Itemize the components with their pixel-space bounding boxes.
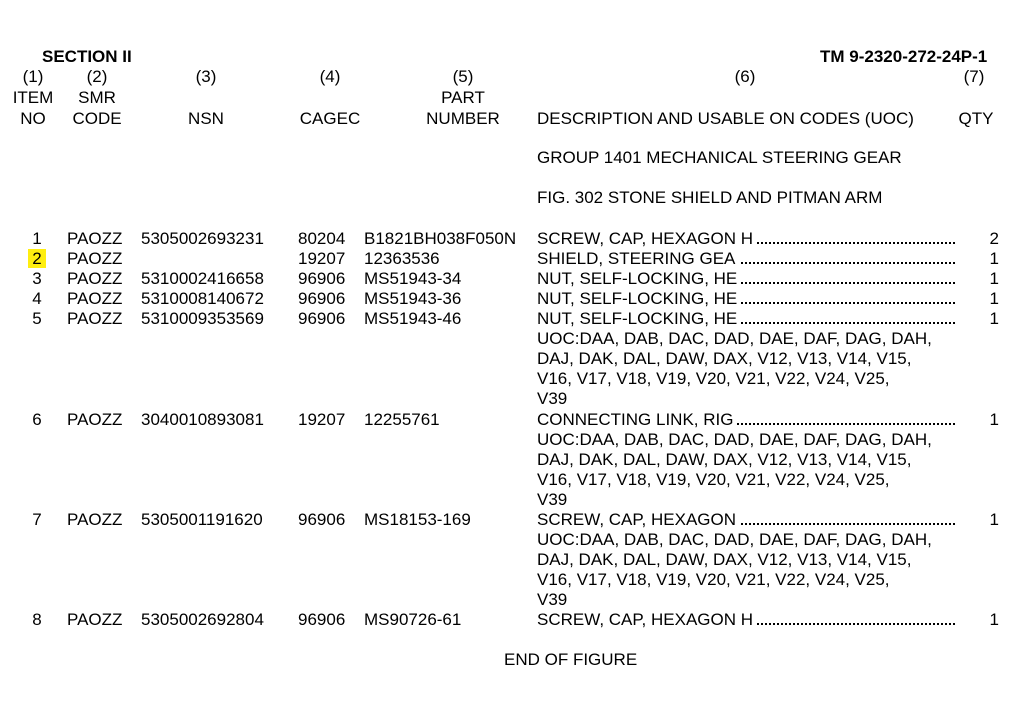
- nsn: 5305002693231: [141, 229, 264, 248]
- col7-number: (7): [963, 67, 985, 86]
- item-number: [14, 289, 60, 309]
- description: [537, 289, 955, 309]
- description-text: CONNECTING LINK, RIG: [537, 410, 737, 429]
- group-title: GROUP 1401 MECHANICAL STEERING GEAR: [537, 148, 902, 167]
- description-text: SCREW, CAP, HEXAGON H: [537, 610, 757, 629]
- description-text: SCREW, CAP, HEXAGON: [537, 510, 740, 529]
- uoc-codes: UOC:DAA, DAB, DAC, DAD, DAE, DAF, DAG, DAH, DAJ, DAK, DAL, DAW, DAX, V12, V13, V14, V15, V16, V17, V18, V19, V20, V21, V22, V24, V25, V39: [537, 329, 932, 408]
- figure-title: FIG. 302 STONE SHIELD AND PITMAN ARM: [537, 188, 883, 207]
- smr-code: PAOZZ: [67, 410, 123, 429]
- description: [537, 229, 955, 249]
- part-number: MS51943-34: [364, 269, 462, 288]
- description: [537, 610, 955, 630]
- end-of-figure: END OF FIGURE: [504, 650, 638, 669]
- smr-code: PAOZZ: [67, 510, 123, 529]
- description: [537, 269, 955, 289]
- part-number: B1821BH038F050N: [364, 229, 517, 248]
- item-number: [14, 249, 60, 269]
- description: [537, 249, 955, 269]
- col4-line2: CAGEC: [299, 109, 361, 128]
- part-number: MS51943-36: [364, 289, 462, 308]
- part-number: MS18153-169: [364, 510, 471, 529]
- quantity: 2: [989, 229, 999, 248]
- item-number-text: 3: [32, 269, 42, 288]
- col4-number: (4): [319, 67, 341, 86]
- nsn: 5305002692804: [141, 610, 264, 629]
- uoc-codes: UOC:DAA, DAB, DAC, DAD, DAE, DAF, DAG, DAH, DAJ, DAK, DAL, DAW, DAX, V12, V13, V14, V15, V16, V17, V18, V19, V20, V21, V22, V24, V25, V39: [537, 430, 932, 509]
- cagec: 96906: [298, 610, 346, 629]
- quantity: 1: [989, 610, 999, 629]
- col5-line2: NUMBER: [426, 109, 500, 128]
- col6-line2: DESCRIPTION AND USABLE ON CODES (UOC): [537, 109, 914, 128]
- tm-number: TM 9-2320-272-24P-1: [820, 47, 988, 66]
- item-number-text: 1: [32, 229, 42, 248]
- col1-line2: NO: [20, 109, 46, 128]
- cagec: 96906: [298, 510, 346, 529]
- smr-code: PAOZZ: [67, 610, 123, 629]
- item-number: [14, 309, 60, 329]
- cagec: 80204: [298, 229, 346, 248]
- col6-number: (6): [734, 67, 756, 86]
- item-number-text: 2: [28, 249, 45, 268]
- description: [537, 410, 955, 430]
- smr-code: PAOZZ: [67, 229, 123, 248]
- part-number: MS51943-46: [364, 309, 462, 328]
- quantity: 1: [989, 269, 999, 288]
- nsn: 5310009353569: [141, 309, 264, 328]
- item-number: [14, 610, 60, 630]
- item-number-text: 4: [32, 289, 42, 308]
- item-number: [14, 510, 60, 530]
- smr-code: PAOZZ: [67, 249, 123, 268]
- description-text: SHIELD, STEERING GEA: [537, 249, 739, 268]
- col2-number: (2): [86, 67, 108, 86]
- quantity: 1: [989, 510, 999, 529]
- item-number-text: 6: [32, 410, 42, 429]
- quantity: 1: [989, 410, 999, 429]
- description-text: NUT, SELF-LOCKING, HE: [537, 269, 741, 288]
- quantity: 1: [989, 309, 999, 328]
- quantity: 1: [989, 289, 999, 308]
- nsn: 5310008140672: [141, 289, 264, 308]
- item-number-text: 7: [32, 510, 42, 529]
- smr-code: PAOZZ: [67, 269, 123, 288]
- quantity: 1: [989, 249, 999, 268]
- part-number: 12363536: [364, 249, 440, 268]
- cagec: 19207: [298, 249, 346, 268]
- item-number-text: 5: [32, 309, 42, 328]
- cagec: 19207: [298, 410, 346, 429]
- col2-line2: CODE: [72, 109, 122, 128]
- col5-number: (5): [452, 67, 474, 86]
- item-number-text: 8: [32, 610, 42, 629]
- description-text: NUT, SELF-LOCKING, HE: [537, 289, 741, 308]
- cagec: 96906: [298, 289, 346, 308]
- nsn: 3040010893081: [141, 410, 264, 429]
- uoc-codes: UOC:DAA, DAB, DAC, DAD, DAE, DAF, DAG, DAH, DAJ, DAK, DAL, DAW, DAX, V12, V13, V14, V15, V16, V17, V18, V19, V20, V21, V22, V24, V25, V39: [537, 530, 932, 609]
- description: [537, 309, 955, 329]
- part-number: 12255761: [364, 410, 440, 429]
- item-number: [14, 269, 60, 289]
- col7-line2: QTY: [958, 109, 994, 128]
- col3-line2: NSN: [188, 109, 224, 128]
- description-text: SCREW, CAP, HEXAGON H: [537, 229, 757, 248]
- col3-number: (3): [195, 67, 217, 86]
- smr-code: PAOZZ: [67, 289, 123, 308]
- cagec: 96906: [298, 309, 346, 328]
- description-text: NUT, SELF-LOCKING, HE: [537, 309, 741, 328]
- col1-number: (1): [22, 67, 44, 86]
- smr-code: PAOZZ: [67, 309, 123, 328]
- cagec: 96906: [298, 269, 346, 288]
- item-number: [14, 229, 60, 249]
- col5-line1: PART: [441, 88, 485, 107]
- item-number: [14, 410, 60, 430]
- col1-line1: ITEM: [12, 88, 54, 107]
- nsn: 5310002416658: [141, 269, 264, 288]
- part-number: MS90726-61: [364, 610, 462, 629]
- col2-line1: SMR: [78, 88, 116, 107]
- nsn: 5305001191620: [141, 510, 263, 529]
- description: [537, 510, 955, 530]
- section-label: SECTION II: [42, 47, 132, 66]
